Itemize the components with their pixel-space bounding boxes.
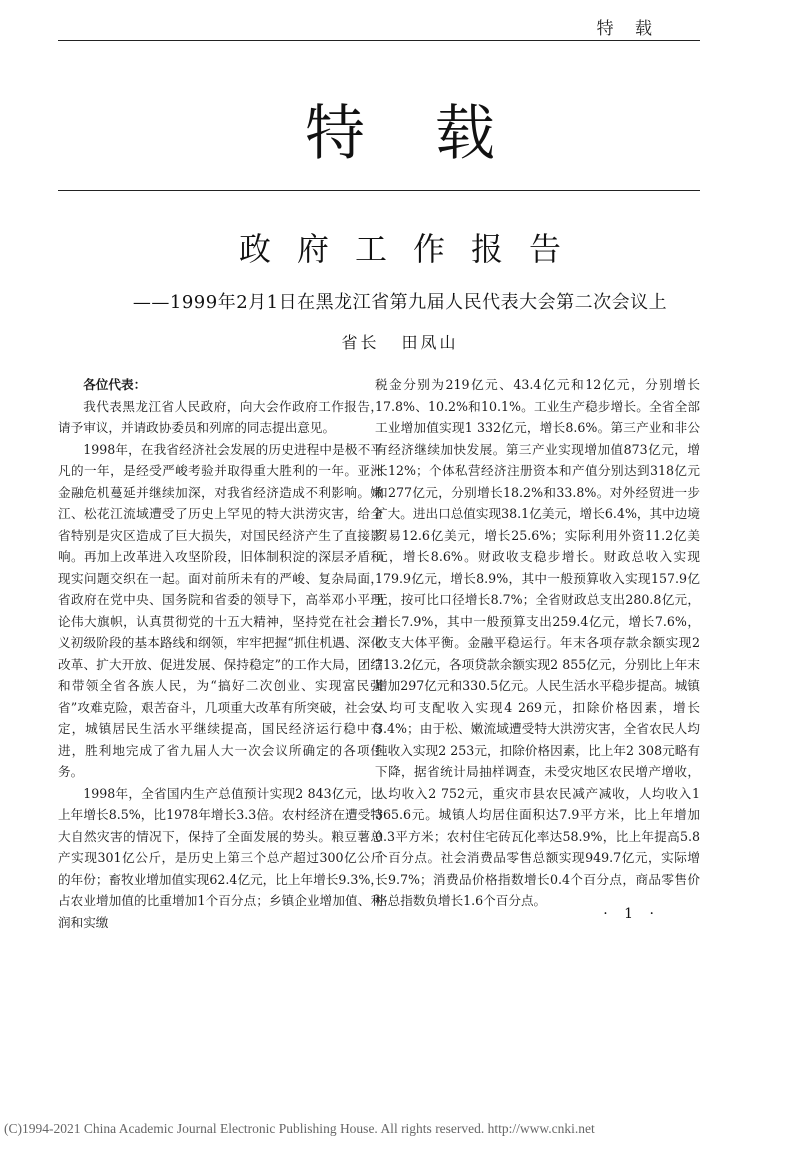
- author-name: 田凤山: [401, 333, 459, 352]
- section-divider: [58, 190, 700, 191]
- report-title: 政府工作报告: [238, 230, 587, 268]
- copyright-notice: (C)1994-2021 China Academic Journal Electronic Publishing House. All rights reserved. http://www.cnki.net: [4, 1121, 595, 1136]
- paragraph: 1998年，全省国内生产总值预计实现2 843亿元，比上年增长8.5%，比1978年增长3.3倍。农村经济在遭受特大自然灾害的情况下，保持了全面发展的势头。粮豆薯总产实现301亿公斤，是历史上第三个总产超过300亿公斤的年份；畜牧业增加值实现62.4亿元，比上年增长9.3%，占农业增加值的比重增加1个百分点；乡镇企业增加值、利润和实缴: [58, 785, 383, 930]
- paragraph: 1998年，在我省经济社会发展的历史进程中是极不平凡的一年，是经受严峻考验并取得重大胜利的一年。亚洲金融危机蔓延并继续加深，对我省经济造成不利影响。嫩江、松花江流域遭受了历史上罕见的特大洪涝灾害，给全省特别是灾区造成了巨大损失，对国民经济产生了直接影响。再加上改革进入攻坚阶段，旧体制积淀的深层矛盾和现实问题交织在一起。面对前所未有的严峻、复杂局面，省政府在党中央、国务院和省委的领导下，高举邓小平理论伟大旗帜，认真贯彻党的十五大精神，坚持党在社会主义初级阶段的基本路线和纲领，牢牢把握“抓住机遇、深化改革、扩大开放、促进发展、保持稳定”的工作大局，团结和带领全省各族人民，为“搞好二次创业、实现富民强省”攻难克险，艰苦奋斗，几项重大改革有所突破，社会安定，城镇居民生活水平继续提高，国民经济运行稳中有进，胜利地完成了省九届人大一次会议所确定的各项任务。: [58, 441, 383, 779]
- body-column-left: [58, 374, 383, 933]
- header-rule: [58, 40, 700, 41]
- section-title: 特载: [305, 99, 565, 169]
- paragraph: 我代表黑龙江省人民政府，向大会作政府工作报告，请予审议，并请政协委员和列席的同志提出意见。: [58, 398, 383, 435]
- body-column-right: [375, 374, 700, 912]
- running-header: 特 载: [596, 19, 660, 39]
- author-line: [0, 330, 800, 353]
- author-role: 省长: [341, 333, 380, 352]
- salutation: 各位代表：: [83, 377, 147, 392]
- paragraph-continued: 税金分别为219亿元、43.4亿元和12亿元，分别增长17.8%、10.2%和10.1%。工业生产稳步增长。全省全部工业增加值实现1 332亿元，增长8.6%。第三产业和非公有经济继续加快发展。第三产业实现增加值873亿元，增长12%；个体私营经济注册资本和产值分别达到318亿元和277亿元，分别增长18.2%和33.8%。对外经贸进一步扩大。进出口总值实现38.1亿美元，增长6.4%，其中边境贸易12.6亿美元，增长25.6%；实际利用外资11.2亿美元，增长8.6%。财政收支稳步增长。财政总收入实现179.9亿元，增长8.9%，其中一般预算收入实现157.9亿元，按可比口径增长8.7%；全省财政总支出280.8亿元，增长7.9%，其中一般预算支出259.4亿元，增长7.6%，收支大体平衡。金融平稳运行。年末各项存款余额实现2 713.2亿元，各项贷款余额实现2 855亿元，分别比上年末增加297亿元和330.5亿元。人民生活水平稳步提高。城镇人均可支配收入实现4 269元，扣除价格因素，增长3.4%；由于松、嫩流域遭受特大洪涝灾害，全省农民人均纯收入实现2 253元，扣除价格因素，比上年2 308元略有下降，据省统计局抽样调查，未受灾地区农民增产增收，人均收入2 752元，重灾市县农民减产减收，人均收入1 365.6元。城镇人均居住面积达7.9平方米，比上年增加0.3平方米；农村住宅砖瓦化率达58.9%，比上年提高5.8个百分点。社会消费品零售总额实现949.7亿元，实际增长9.7%；消费品价格指数增长0.4个百分点，商品零售价格总指数负增长1.6个百分点。: [375, 377, 700, 908]
- report-subtitle: ——1999年2月1日在黑龙江省第九届人民代表大会第二次会议上: [132, 292, 668, 313]
- page-number: · 1 ·: [603, 906, 660, 922]
